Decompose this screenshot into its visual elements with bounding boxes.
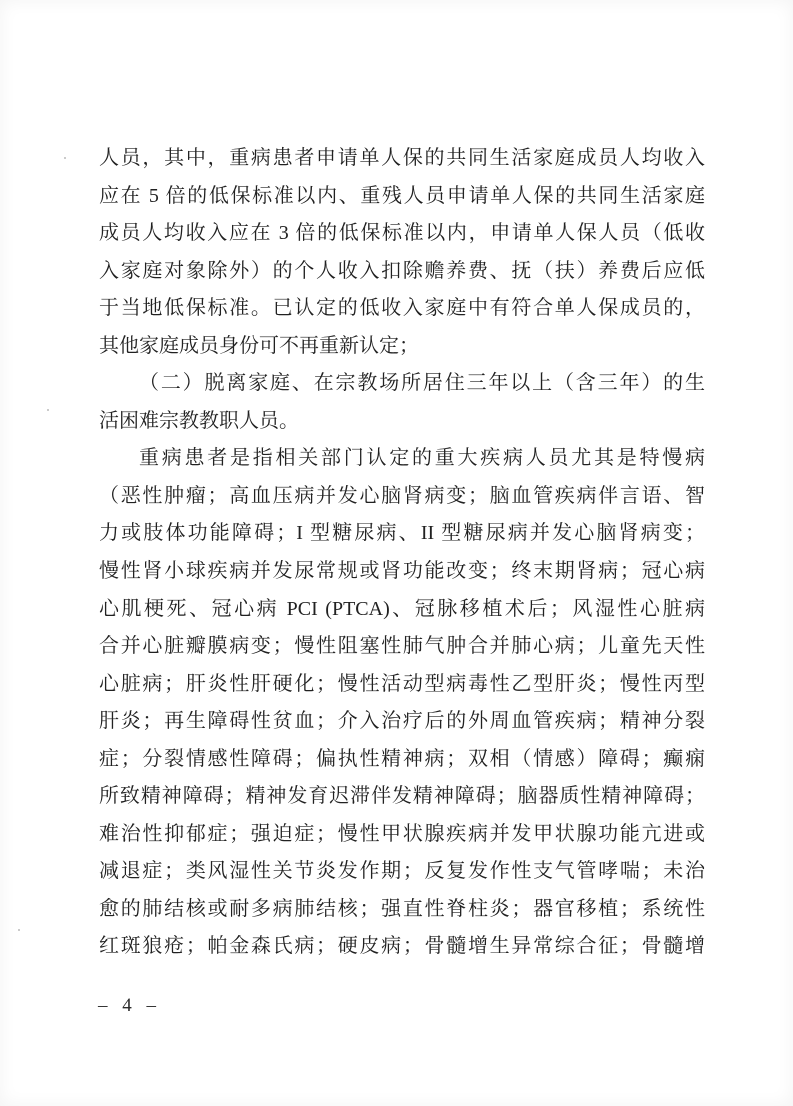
page-number: – 4 – — [98, 995, 161, 1016]
scan-speck — [64, 157, 66, 159]
text-line: 合并心脏瓣膜病变；慢性阻塞性肺气肿合并肺心病；儿童先天性 — [99, 635, 705, 658]
body-text — [99, 140, 705, 966]
text-line: 力或肢体功能障碍；I 型糖尿病、II 型糖尿病并发心脑肾病变； — [99, 522, 705, 545]
text-line: 重病患者是指相关部门认定的重大疾病人员尤其是特慢病 — [139, 447, 705, 470]
text-line: 心肌梗死、冠心病 PCI (PTCA)、冠脉移植术后；风湿性心脏病 — [99, 597, 705, 620]
text-line: 症；分裂情感性障碍；偏执性精神病；双相（情感）障碍；癫痫 — [99, 747, 705, 770]
text-line: 其他家庭成员身份可不再重新认定； — [99, 334, 419, 357]
text-line: 愈的肺结核或耐多病肺结核；强直性脊柱炎；器官移植；系统性 — [99, 897, 705, 920]
text-line: 应在 5 倍的低保标准以内、重残人员申请单人保的共同生活家庭 — [99, 184, 705, 207]
text-line: 人员，其中，重病患者申请单人保的共同生活家庭成员人均收入 — [99, 147, 705, 169]
text-line: 心脏病；肝炎性肝硬化；慢性活动型病毒性乙型肝炎；慢性丙型 — [99, 672, 705, 695]
text-line: （恶性肿瘤；高血压病并发心脑肾病变；脑血管疾病伴言语、智 — [99, 484, 705, 507]
text-line: 肝炎；再生障碍性贫血；介入治疗后的外周血管疾病；精神分裂 — [99, 710, 705, 733]
text-line: 成员人均收入应在 3 倍的低保标准以内，申请单人保人员（低收 — [99, 222, 705, 245]
text-line: 慢性肾小球疾病并发尿常规或肾功能改变；终末期肾病；冠心病 — [99, 560, 705, 583]
scan-speck — [18, 929, 20, 931]
text-line: 减退症；类风湿性关节炎发作期；反复发作性支气管哮喘；未治 — [99, 860, 705, 883]
text-line: 所致精神障碍；精神发育迟滞伴发精神障碍；脑器质性精神障碍； — [99, 785, 705, 808]
text-line: 于当地低保标准。已认定的低收入家庭中有符合单人保成员的， — [99, 297, 705, 320]
text-line: （二）脱离家庭、在宗教场所居住三年以上（含三年）的生 — [139, 372, 705, 395]
text-line: 入家庭对象除外）的个人收入扣除赡养费、抚（扶）养费后应低 — [99, 259, 705, 282]
scan-speck — [47, 409, 49, 411]
text-line: 活困难宗教教职人员。 — [99, 409, 299, 432]
text-line: 红斑狼疮；帕金森氏病；硬皮病；骨髓增生异常综合征；骨髓增 — [99, 935, 705, 958]
text-line: 难治性抑郁症；强迫症；慢性甲状腺疾病并发甲状腺功能亢进或 — [99, 822, 705, 845]
